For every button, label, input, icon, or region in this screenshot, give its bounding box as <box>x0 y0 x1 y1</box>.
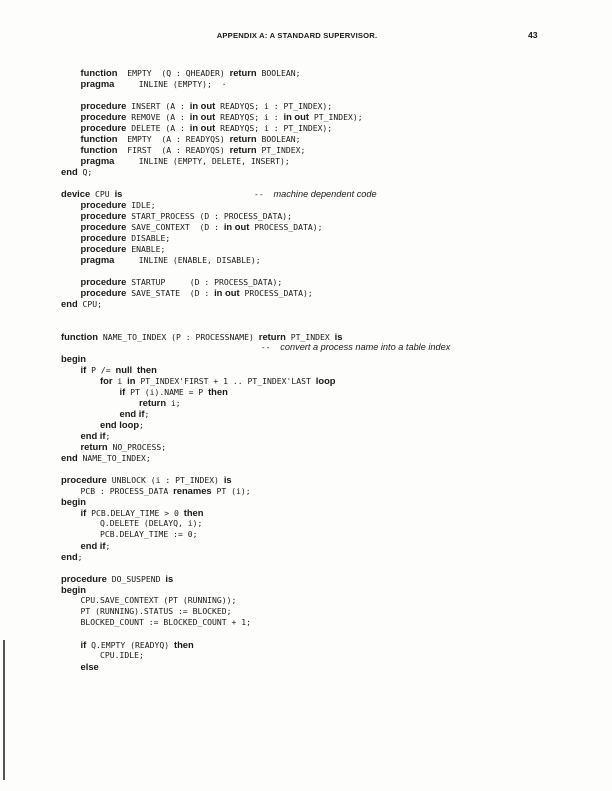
code-text <box>61 365 81 375</box>
code-text: IDLE; <box>126 200 156 210</box>
keyword: function <box>80 133 118 144</box>
code-line <box>61 188 581 199</box>
code-line <box>61 397 581 408</box>
code-text: SAVE_CONTEXT (D : <box>126 222 224 232</box>
keyword: if <box>80 364 87 375</box>
keyword: return <box>80 441 108 452</box>
code-text: PT (i); <box>211 486 251 496</box>
code-line <box>61 452 581 463</box>
code-text <box>61 233 81 243</box>
keyword: pragma <box>80 254 115 265</box>
code-line <box>61 276 581 287</box>
page-number: 43 <box>528 30 538 40</box>
keyword: is <box>334 331 343 342</box>
code-text: INSERT (A : <box>126 101 190 111</box>
code-line <box>61 199 581 210</box>
code-text: FIRST (A : READYQS) <box>117 145 230 155</box>
code-line <box>61 298 581 309</box>
keyword: end <box>61 166 78 177</box>
keyword: procedure <box>80 232 127 243</box>
code-text: CPU <box>90 189 115 199</box>
code-line <box>61 100 581 111</box>
code-text: ; <box>105 541 111 551</box>
keyword: function <box>80 144 118 155</box>
code-line <box>61 639 581 650</box>
code-line <box>61 584 581 595</box>
code-text: PROCESS_DATA); <box>249 222 323 232</box>
code-text: STARTUP (D : PROCESS_DATA); <box>126 277 283 287</box>
code-text: CPU.IDLE; <box>61 650 144 660</box>
code-line <box>61 221 581 232</box>
keyword: then <box>173 639 194 650</box>
keyword: then <box>208 386 228 397</box>
keyword: then <box>137 364 157 375</box>
code-text: INLINE (ENABLE, DISABLE); <box>114 255 261 265</box>
keyword: return <box>229 144 257 155</box>
code-line <box>61 386 581 397</box>
keyword: if <box>80 507 87 518</box>
code-text: READYQS; i : <box>215 112 284 122</box>
code-line <box>61 331 581 342</box>
code-line <box>61 617 581 628</box>
code-text: EMPTY (A : READYQS) <box>117 134 230 144</box>
code-text: i; <box>166 398 181 408</box>
blank-line <box>61 320 581 331</box>
code-line <box>61 408 581 419</box>
code-text: PCB.DELAY_TIME > 0 <box>86 508 184 518</box>
keyword: in out <box>214 287 240 298</box>
code-text <box>61 123 81 133</box>
code-text <box>61 420 100 430</box>
code-line <box>61 573 581 584</box>
code-line <box>61 650 581 661</box>
code-line <box>61 67 581 78</box>
code-line <box>61 419 581 430</box>
keyword: procedure <box>80 221 127 232</box>
code-text: BLOCKED_COUNT := BLOCKED_COUNT + 1; <box>61 617 252 627</box>
code-line <box>61 364 581 375</box>
keyword: procedure <box>61 474 107 485</box>
code-line <box>61 518 581 529</box>
code-line <box>61 287 581 298</box>
code-text: BOOLEAN; <box>256 68 301 78</box>
code-line <box>61 78 581 89</box>
code-text: PT_INDEX <box>285 332 335 342</box>
code-text: READYQS; i : PT_INDEX); <box>215 123 333 133</box>
running-header: APPENDIX A: A STANDARD SUPERVISOR. <box>216 31 378 40</box>
keyword: if <box>80 639 87 650</box>
keyword: in out <box>283 111 309 122</box>
keyword: return <box>138 397 167 408</box>
code-text <box>61 376 100 386</box>
code-line <box>61 540 581 551</box>
code-line <box>61 441 581 452</box>
code-text: SAVE_STATE (D : <box>126 288 215 298</box>
code-text: i <box>112 376 128 386</box>
keyword: in out <box>189 100 216 111</box>
keyword: begin <box>61 353 86 364</box>
blank-line <box>61 177 581 188</box>
keyword: renames <box>173 485 212 496</box>
keyword: else <box>80 661 99 672</box>
keyword: loop <box>315 375 336 386</box>
keyword: procedure <box>80 122 127 133</box>
code-text: NO_PROCESS; <box>107 442 167 452</box>
keyword: function <box>80 67 118 78</box>
keyword: begin <box>61 496 86 507</box>
code-text <box>61 101 81 111</box>
code-text: Q.DELETE (DELAYQ, i); <box>61 518 203 528</box>
comment: machine dependent code <box>273 189 377 199</box>
keyword: in out <box>223 221 250 232</box>
code-line <box>61 122 581 133</box>
keyword: procedure <box>80 276 127 287</box>
code-text <box>61 431 81 441</box>
code-line <box>61 529 581 540</box>
code-text <box>61 244 81 254</box>
code-line <box>61 144 581 155</box>
code-line <box>61 232 581 243</box>
keyword: is <box>165 573 174 584</box>
blank-line <box>61 628 581 639</box>
code-line <box>61 661 581 672</box>
code-line <box>61 485 581 496</box>
keyword: end if <box>119 408 145 419</box>
blank-line <box>61 562 581 573</box>
code-line <box>61 111 581 122</box>
code-text <box>61 200 81 210</box>
code-text: NAME_TO_INDEX; <box>77 453 151 463</box>
keyword: procedure <box>80 199 127 210</box>
code-text <box>61 640 81 650</box>
keyword: is <box>114 188 123 199</box>
keyword: if <box>119 386 126 397</box>
keyword: end <box>61 452 78 463</box>
code-line <box>61 254 581 265</box>
blank-line <box>61 309 581 320</box>
blank-line <box>61 89 581 100</box>
code-text: PT (i).NAME = P <box>125 387 209 397</box>
code-line <box>61 606 581 617</box>
code-text: ENABLE; <box>126 244 166 254</box>
code-line <box>61 342 581 353</box>
code-text: PT (RUNNING).STATUS := BLOCKED; <box>61 606 232 616</box>
code-text <box>61 398 139 408</box>
keyword: pragma <box>80 78 115 89</box>
code-line <box>61 133 581 144</box>
keyword: end if <box>80 540 106 551</box>
code-line <box>61 496 581 507</box>
keyword: in out <box>189 122 216 133</box>
code-text <box>61 222 81 232</box>
keyword: end <box>61 298 78 309</box>
code-text: ; <box>144 409 150 419</box>
code-line <box>61 430 581 441</box>
keyword: procedure <box>80 210 127 221</box>
code-line <box>61 155 581 166</box>
code-text: DELETE (A : <box>126 123 190 133</box>
blank-line <box>61 265 581 276</box>
code-text: NAME_TO_INDEX (P : PROCESSNAME) <box>97 332 259 342</box>
keyword: return <box>258 331 286 342</box>
blank-line <box>61 463 581 474</box>
keyword: null <box>115 364 133 375</box>
code-text: -- <box>122 189 274 199</box>
code-text: INLINE (EMPTY); · <box>114 79 227 89</box>
code-text <box>61 508 81 518</box>
code-text <box>61 409 119 419</box>
keyword: function <box>61 331 98 342</box>
code-text <box>61 662 81 672</box>
code-text: DISABLE; <box>126 233 171 243</box>
binding-edge-line <box>3 640 5 780</box>
code-text: START_PROCESS (D : PROCESS_DATA); <box>126 211 293 221</box>
code-text <box>61 211 81 221</box>
code-text: UNBLOCK (i : PT_INDEX) <box>106 475 224 485</box>
code-text <box>61 387 119 397</box>
code-text: EMPTY (Q : QHEADER) <box>117 68 230 78</box>
keyword: return <box>229 133 257 144</box>
comment: convert a process name into a table index <box>280 342 451 352</box>
code-text <box>61 541 81 551</box>
code-line <box>61 353 581 364</box>
keyword: is <box>223 474 232 485</box>
keyword: in <box>127 375 136 386</box>
code-text: CPU; <box>77 299 103 309</box>
code-line <box>61 551 581 562</box>
code-line <box>61 210 581 221</box>
keyword: device <box>61 188 91 199</box>
code-text: -- <box>61 342 281 352</box>
keyword: in out <box>189 111 216 122</box>
code-text: BOOLEAN; <box>256 134 301 144</box>
code-text <box>61 156 81 166</box>
keyword: pragma <box>80 155 115 166</box>
code-text: READYQS; i : PT_INDEX); <box>215 101 333 111</box>
keyword: end <box>61 551 78 562</box>
code-text <box>61 68 81 78</box>
code-text: Q.EMPTY (READYQ) <box>86 640 174 650</box>
code-text: DO_SUSPEND <box>106 574 166 584</box>
code-text: PCB : PROCESS_DATA <box>61 486 174 496</box>
keyword: return <box>229 67 257 78</box>
code-text: PT_INDEX'FIRST + 1 .. PT_INDEX'LAST <box>135 376 316 386</box>
code-text <box>61 79 81 89</box>
code-text: PT_INDEX; <box>256 145 306 155</box>
keyword: for <box>99 375 113 386</box>
code-line <box>61 595 581 606</box>
code-text: REMOVE (A : <box>126 112 190 122</box>
keyword: end if <box>80 430 106 441</box>
code-text: Q; <box>77 167 93 177</box>
code-text: INLINE (EMPTY, DELETE, INSERT); <box>114 156 290 166</box>
code-line <box>61 243 581 254</box>
keyword: procedure <box>80 287 127 298</box>
keyword: then <box>183 507 204 518</box>
code-text <box>61 288 81 298</box>
code-text <box>61 145 81 155</box>
code-line <box>61 474 581 485</box>
keyword: procedure <box>80 100 127 111</box>
code-text: CPU.SAVE_CONTEXT (PT (RUNNING)); <box>61 595 237 605</box>
code-line <box>61 375 581 386</box>
keyword: begin <box>61 584 86 595</box>
code-text: ; <box>77 552 83 562</box>
code-listing <box>61 67 581 672</box>
code-line <box>61 507 581 518</box>
keyword: procedure <box>61 573 107 584</box>
code-text: ; <box>105 431 111 441</box>
code-text <box>61 255 81 265</box>
code-text: PCB.DELAY_TIME := 0; <box>61 529 198 539</box>
code-text <box>61 442 81 452</box>
keyword: procedure <box>80 243 127 254</box>
code-text: PROCESS_DATA); <box>239 288 313 298</box>
code-text: P /= <box>86 365 116 375</box>
code-text: PT_INDEX); <box>308 112 363 122</box>
code-text <box>61 134 81 144</box>
code-text <box>61 112 81 122</box>
code-text: ; <box>139 420 144 430</box>
keyword: end loop <box>99 419 140 430</box>
code-line <box>61 166 581 177</box>
keyword: procedure <box>80 111 127 122</box>
code-text <box>61 277 81 287</box>
